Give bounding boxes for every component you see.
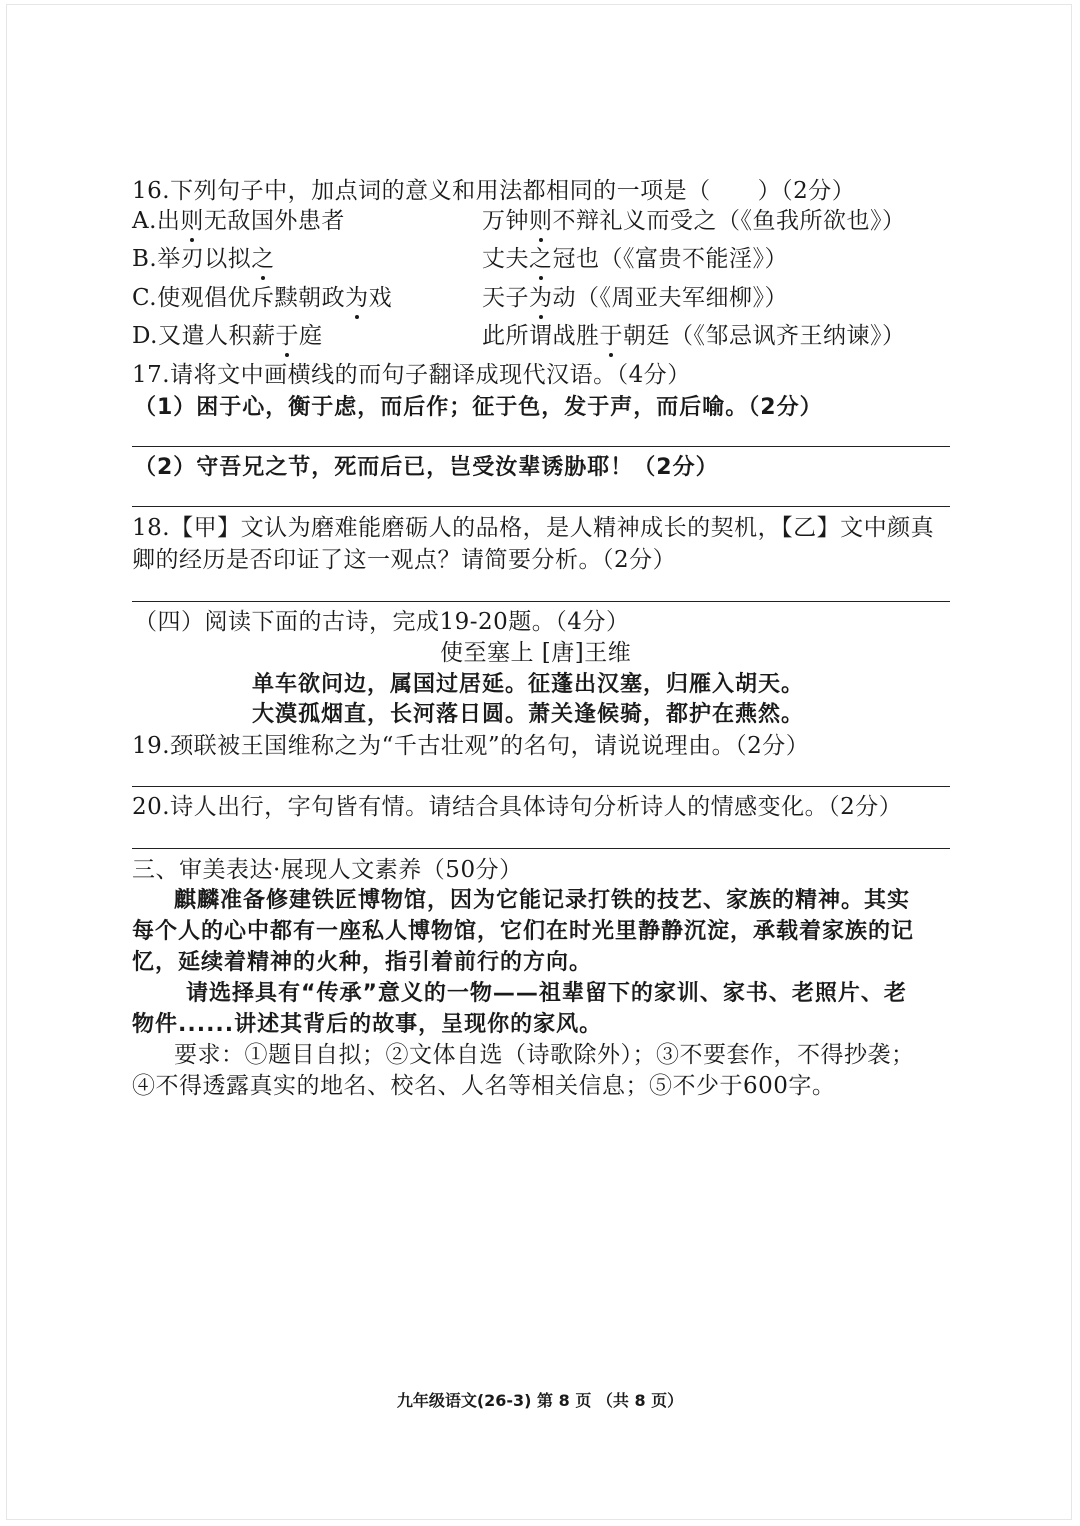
section3-heading: 三、审美表达·展现人文素养（50分） <box>132 857 523 883</box>
dotted-word: 则 <box>180 208 204 234</box>
dotted-word: 之 <box>251 246 275 272</box>
requirements-line1: 要求：①题目自拟；②文体自选（诗歌除外）；③不要套作，不得抄袭； <box>174 1042 915 1068</box>
q16-option-d: D.又遣人积薪于庭 此所谓战胜于朝廷（《邹忌讽齐王纳谏》） <box>132 323 906 349</box>
answer-line[interactable] <box>132 786 950 787</box>
dotted-word: 之 <box>529 246 553 272</box>
q17-stem: 17.请将文中画横线的而句子翻译成现代汉语。（4分） <box>132 362 691 388</box>
requirements-line2: ④不得透露真实的地名、校名、人名等相关信息；⑤不少于600字。 <box>132 1073 836 1099</box>
answer-line[interactable] <box>132 848 950 849</box>
q17-sub1: （1）困于心，衡于虑，而后作；征于色，发于声，而后喻。（2分） <box>134 395 823 420</box>
q16-option-c: C.使观倡优斥黩朝政为戏 天子为动（《周亚夫军细柳》） <box>132 285 788 311</box>
prompt-p1-line3: 忆，延续着精神的火种，指引着前行的方向。 <box>132 950 593 975</box>
q19-stem: 19.颈联被王国维称之为“千古壮观”的名句，请说说理由。（2分） <box>132 733 810 759</box>
poem-line-2: 大漠孤烟直，长河落日圆。萧关逢候骑，都护在燕然。 <box>252 702 805 727</box>
prompt-p2-line1: 请选择具有“传承”意义的一物——祖辈留下的家训、家书、老照片、老 <box>186 981 907 1006</box>
poem-line-1: 单车欲问边，属国过居延。征蓬出汉塞，归雁入胡天。 <box>252 672 805 697</box>
q20-stem: 20.诗人出行，字句皆有情。请结合具体诗句分析诗人的情感变化。（2分） <box>132 794 903 820</box>
answer-line[interactable] <box>132 446 950 447</box>
q18-line2: 卿的经历是否印证了这一观点？请简要分析。（2分） <box>132 547 677 573</box>
prompt-p2-line2: 物件......讲述其背后的故事，呈现你的家风。 <box>132 1012 603 1037</box>
section4-heading: （四）阅读下面的古诗，完成19-20题。（4分） <box>134 609 630 635</box>
q17-sub2: （2）守吾兄之节，死而后已，岂受汝辈诱胁耶！（2分） <box>134 455 719 480</box>
prompt-p1-line2: 每个人的心中都有一座私人博物馆，它们在时光里静静沉淀，承载着家族的记 <box>132 919 915 944</box>
dotted-word: 为 <box>345 285 369 311</box>
q16-option-a: A.出则无敌国外患者 万钟则不辩礼义而受之（《鱼我所欲也》） <box>132 208 906 234</box>
dotted-word: 于 <box>599 323 623 349</box>
answer-line[interactable] <box>132 601 950 602</box>
page-footer: 九年级语文(26-3) 第 8 页 （共 8 页） <box>396 1391 684 1410</box>
q16-option-b: B.举刃以拟之 丈夫之冠也（《富贵不能淫》） <box>132 246 788 272</box>
prompt-p1-line1: 麒麟准备修建铁匠博物馆，因为它能记录打铁的技艺、家族的精神。其实 <box>174 888 911 913</box>
dotted-word: 于 <box>275 323 299 349</box>
dotted-word: 则 <box>529 208 553 234</box>
answer-line[interactable] <box>132 506 950 507</box>
q16-stem: 16.下列句子中，加点词的意义和用法都相同的一项是（ ）（2分） <box>132 178 856 204</box>
dotted-word: 为 <box>529 285 553 311</box>
q18-line1: 18.【甲】文认为磨难能磨砺人的品格，是人精神成长的契机，【乙】文中颜真 <box>132 515 935 541</box>
poem-title: 使至塞上 [唐]王维 <box>440 640 632 666</box>
